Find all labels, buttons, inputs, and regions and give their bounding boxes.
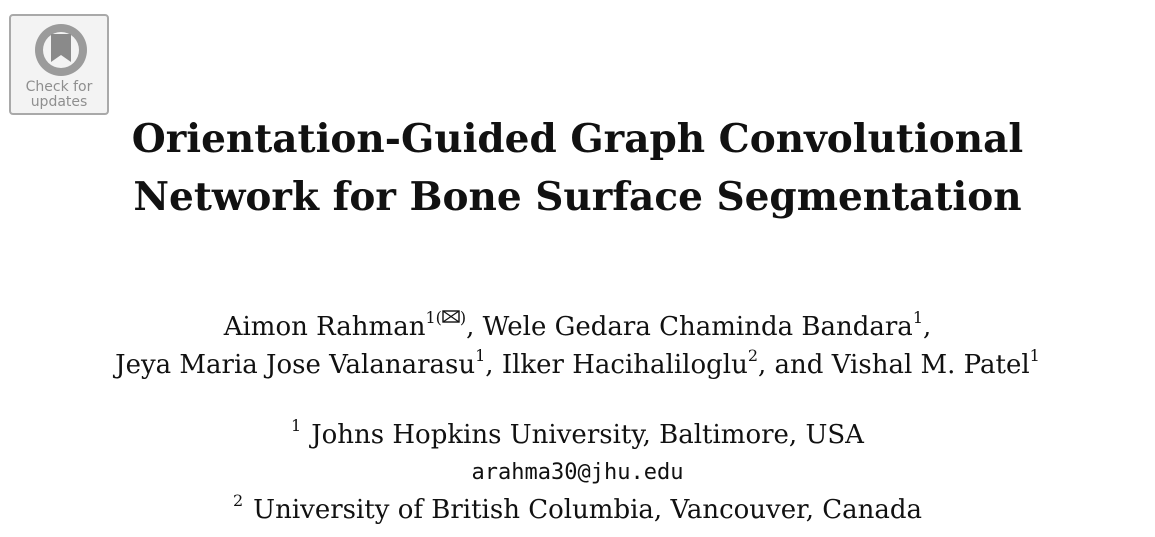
author-line-2: Jeya Maria Jose Valanarasu$^1$, Ilker Hacihaliloglu$^2$, and Vishal M. Patel$^1$	[115, 346, 1040, 380]
paper-title-line2: Network for Bone Surface Segmentation	[133, 174, 1022, 220]
affiliation-marker: 2	[232, 491, 244, 510]
affiliation-text: Johns Hopkins University, Baltimore, USA	[311, 420, 864, 450]
author-affil-marker: 1	[912, 308, 923, 327]
author-affil-marker: 1	[1029, 346, 1040, 365]
paper-title-line1: Orientation-Guided Graph Convolutional	[131, 116, 1024, 162]
envelope-icon	[442, 310, 460, 323]
author-name: Wele Gedara Chaminda Bandara	[482, 312, 913, 342]
author-affil-marker: 1( )	[425, 308, 467, 327]
corresponding-email[interactable]: arahma30@jhu.edu	[471, 460, 684, 485]
paper-title	[0, 110, 1155, 226]
affiliation-text: University of British Columbia, Vancouver, Canada	[253, 495, 923, 525]
affiliation-1	[0, 416, 1155, 450]
badge-label-line1: Check for	[25, 79, 93, 95]
author-line-1: Aimon Rahman$^{1( )}$, Wele Gedara Chaminda Bandara$^1$,	[223, 308, 932, 342]
check-for-updates-badge[interactable]	[9, 14, 109, 115]
affiliation-2	[0, 491, 1155, 525]
author-name: Ilker Hacihaliloglu	[501, 350, 748, 380]
author-list	[0, 308, 1155, 384]
check-for-updates-icon	[33, 22, 89, 78]
author-name: Vishal M. Patel	[831, 350, 1030, 380]
author-name: Jeya Maria Jose Valanarasu	[115, 350, 476, 380]
badge-label-line2: updates	[30, 94, 88, 110]
author-affil-marker: 1	[475, 346, 486, 365]
author-affil-marker: 2	[747, 346, 759, 365]
affiliation-marker: 1	[291, 416, 302, 435]
author-name: Aimon Rahman	[223, 312, 426, 342]
